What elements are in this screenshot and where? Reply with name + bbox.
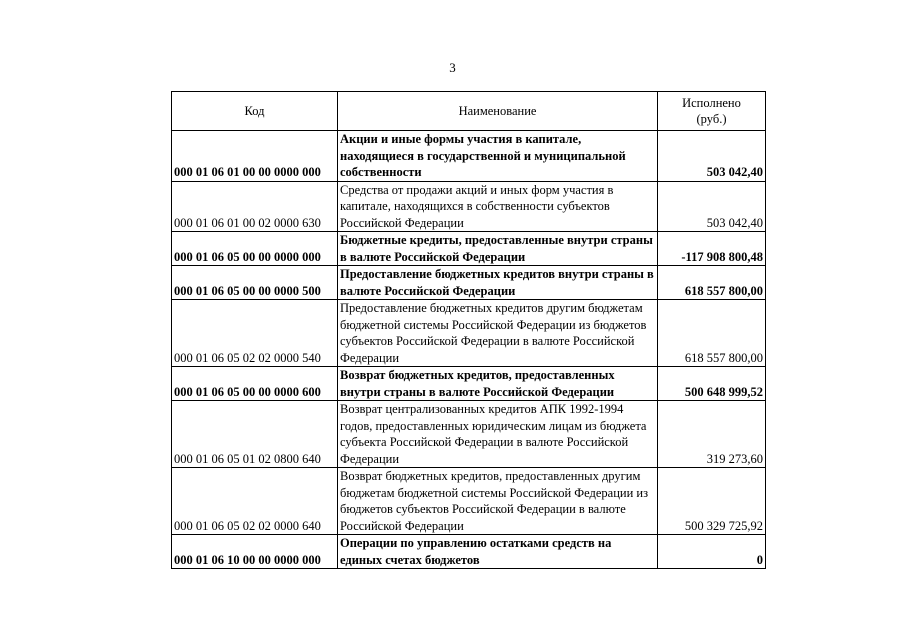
code-cell: 000 01 06 01 00 00 0000 000 xyxy=(172,131,338,182)
amount-cell: 503 042,40 xyxy=(658,181,766,232)
amount-cell: 618 557 800,00 xyxy=(658,300,766,367)
table-row xyxy=(172,367,766,401)
amount-cell: 0 xyxy=(658,535,766,569)
name-cell: Акции и иные формы участия в капитале, находящиеся в государственной и муниципальной собственности xyxy=(338,131,658,182)
header-code: Код xyxy=(172,92,338,131)
table-row xyxy=(172,131,766,182)
table-row xyxy=(172,300,766,367)
table-row xyxy=(172,181,766,232)
code-cell: 000 01 06 05 01 02 0800 640 xyxy=(172,401,338,468)
table-body xyxy=(172,131,766,569)
table-row xyxy=(172,468,766,535)
table-row xyxy=(172,232,766,266)
amount-cell: 618 557 800,00 xyxy=(658,266,766,300)
table-row xyxy=(172,535,766,569)
code-cell: 000 01 06 05 02 02 0000 540 xyxy=(172,300,338,367)
header-name: Наименование xyxy=(338,92,658,131)
code-cell: 000 01 06 05 02 02 0000 640 xyxy=(172,468,338,535)
table-row xyxy=(172,401,766,468)
name-cell: Средства от продажи акций и иных форм участия в капитале, находящихся в собственности субъектов Российской Федерации xyxy=(338,181,658,232)
table-header-row xyxy=(172,92,766,131)
header-amount: Исполнено (руб.) xyxy=(658,92,766,131)
page-number: 3 xyxy=(449,60,456,75)
name-cell: Предоставление бюджетных кредитов другим бюджетам бюджетной системы Российской Федерации из бюджетов субъектов Российской Федерации в валюте Российской Федерации xyxy=(338,300,658,367)
table-row xyxy=(172,266,766,300)
name-cell: Возврат бюджетных кредитов, предоставленных внутри страны в валюте Российской Федерации xyxy=(338,367,658,401)
name-cell: Возврат бюджетных кредитов, предоставленных другим бюджетам бюджетной системы Российской Федерации из бюджетов субъектов Российской Федерации в валюте Российской Федерации xyxy=(338,468,658,535)
name-cell: Бюджетные кредиты, предоставленные внутри страны в валюте Российской Федерации xyxy=(338,232,658,266)
name-cell: Операции по управлению остатками средств на единых счетах бюджетов xyxy=(338,535,658,569)
amount-cell: 503 042,40 xyxy=(658,131,766,182)
amount-cell: 319 273,60 xyxy=(658,401,766,468)
amount-cell: 500 648 999,52 xyxy=(658,367,766,401)
code-cell: 000 01 06 05 00 00 0000 000 xyxy=(172,232,338,266)
amount-cell: -117 908 800,48 xyxy=(658,232,766,266)
name-cell: Возврат централизованных кредитов АПК 1992-1994 годов, предоставленных юридическим лицам из бюджета субъекта Российской Федерации в валюте Российской Федерации xyxy=(338,401,658,468)
code-cell: 000 01 06 05 00 00 0000 500 xyxy=(172,266,338,300)
name-cell: Предоставление бюджетных кредитов внутри страны в валюте Российской Федерации xyxy=(338,266,658,300)
amount-cell: 500 329 725,92 xyxy=(658,468,766,535)
code-cell: 000 01 06 01 00 02 0000 630 xyxy=(172,181,338,232)
code-cell: 000 01 06 10 00 00 0000 000 xyxy=(172,535,338,569)
budget-table xyxy=(171,91,766,569)
code-cell: 000 01 06 05 00 00 0000 600 xyxy=(172,367,338,401)
